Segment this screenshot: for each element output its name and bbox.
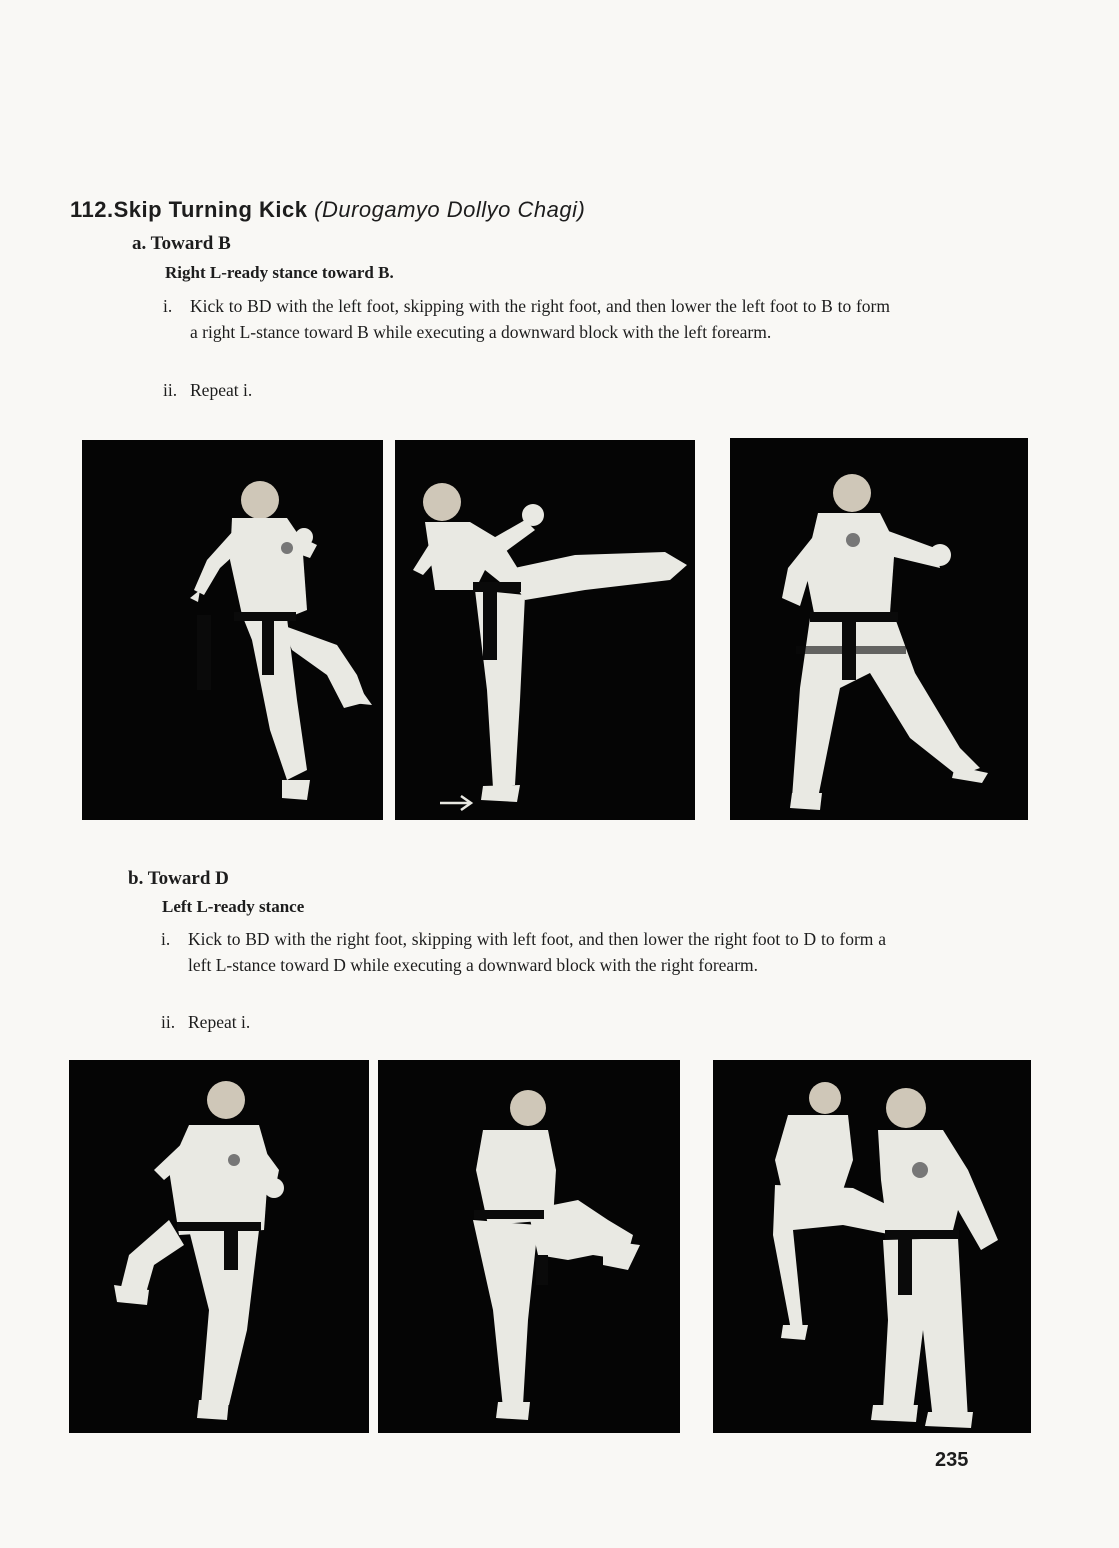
figure-side-chamber xyxy=(378,1060,680,1433)
step-text: Kick to BD with the right foot, skipping with left foot, and then lower the right foot to D to form a left L-stance toward D while executing a downward block with the right forearm. xyxy=(188,929,886,975)
section-a-heading xyxy=(132,233,231,255)
page-heading xyxy=(70,197,585,223)
section-b-step-2 xyxy=(161,1009,886,1035)
photo-b1 xyxy=(69,1060,369,1433)
section-a-step-1 xyxy=(163,293,890,345)
section-b-step-1 xyxy=(161,926,886,978)
section-a-stance: Right L-ready stance toward B. xyxy=(165,263,394,282)
section-a-label: a. xyxy=(132,233,147,254)
step-text: Repeat i. xyxy=(190,380,253,400)
section-b-title: Toward D xyxy=(147,868,229,889)
section-b-label: b. xyxy=(128,868,144,889)
figure-kick-to-partner xyxy=(713,1060,1031,1433)
photo-b2 xyxy=(378,1060,680,1433)
photo-a2 xyxy=(395,440,695,820)
step-number: ii. xyxy=(161,1012,176,1032)
section-b-stance: Left L-ready stance xyxy=(162,897,305,916)
heading-number: 112. xyxy=(70,197,114,222)
section-b-heading xyxy=(128,868,229,890)
figure-kick-extended xyxy=(395,440,695,820)
photo-a1 xyxy=(82,440,383,820)
section-a-title: Toward B xyxy=(150,233,231,254)
figure-knee-raised xyxy=(82,440,383,820)
step-number: i. xyxy=(163,296,173,316)
figure-l-stance-block xyxy=(730,438,1028,820)
heading-subtitle: (Durogamyo Dollyo Chagi) xyxy=(314,197,586,222)
page-number: 235 xyxy=(935,1449,969,1471)
step-text: Repeat i. xyxy=(188,1012,251,1032)
step-number: ii. xyxy=(163,380,178,400)
section-a-step-2 xyxy=(163,377,890,403)
photo-a3 xyxy=(730,438,1028,820)
skip-arrow-icon xyxy=(440,796,471,810)
step-number: i. xyxy=(161,929,171,949)
photo-b3 xyxy=(713,1060,1031,1433)
step-text: Kick to BD with the left foot, skipping with the right foot, and then lower the left foot to B to form a right L-stance toward B while executing a downward block with the left forearm. xyxy=(190,296,890,342)
heading-title: Skip Turning Kick xyxy=(113,197,308,222)
figure-right-knee-raised xyxy=(69,1060,369,1433)
